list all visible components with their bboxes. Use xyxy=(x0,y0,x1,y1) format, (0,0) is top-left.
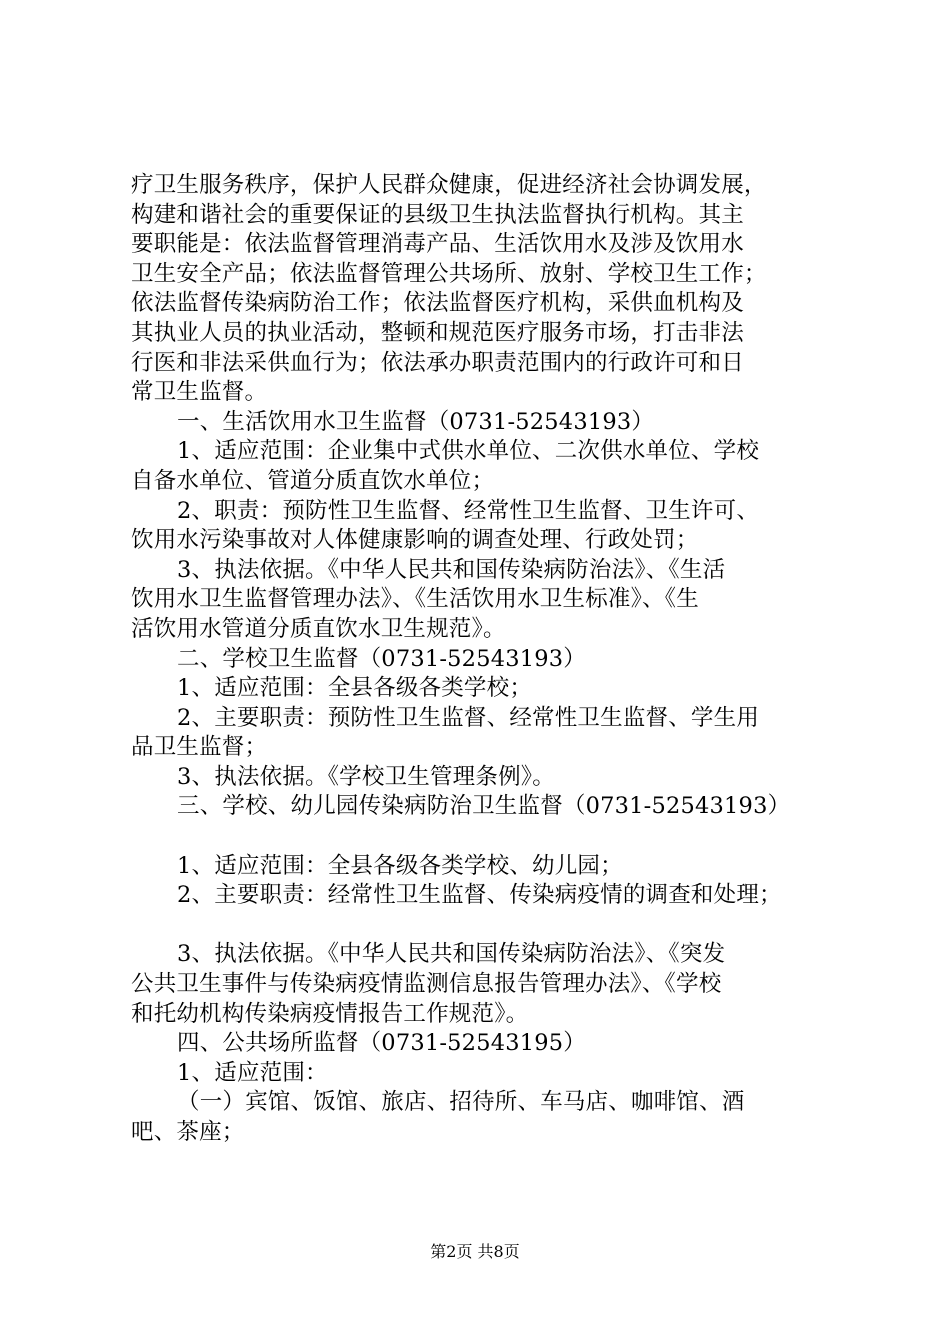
text-line: 公共卫生事件与传染病疫情监测信息报告管理办法》、《学校 xyxy=(131,971,722,998)
text-line: 自备水单位、管道分质直饮水单位； xyxy=(131,467,495,494)
text-line: 3、执法依据。《中华人民共和国传染病防治法》、《突发 xyxy=(177,941,726,968)
text-line: 1、适应范围： xyxy=(177,1059,328,1086)
text-line: 饮用水污染事故对人体健康影响的调查处理、行政处罚； xyxy=(131,527,699,554)
page-footer: 第2页 共8页 xyxy=(430,1242,520,1261)
text-line: 疗卫生服务秩序，保护人民群众健康，促进经济社会协调发展， xyxy=(131,172,767,198)
text-line: 2、职责：预防性卫生监督、经常性卫生监督、卫生许可、 xyxy=(177,497,760,524)
text-line: 要职能是：依法监督管理消毒产品、生活饮用水及涉及饮用水 xyxy=(131,231,744,258)
document-body xyxy=(131,171,831,1148)
text-line: 一、生活饮用水卫生监督（0731-52543193） xyxy=(177,408,655,435)
text-line: 三、学校、幼儿园传染病防治卫生监督（0731-52543193） xyxy=(177,793,791,820)
text-line: 卫生安全产品；依法监督管理公共场所、放射、学校卫生工作； xyxy=(131,260,767,287)
text-line: 1、适应范围：全县各级各类学校； xyxy=(177,675,533,702)
text-line: 1、适应范围：企业集中式供水单位、二次供水单位、学校 xyxy=(177,438,760,465)
text-line: 品卫生监督； xyxy=(131,734,268,761)
text-line: 二、学校卫生监督（0731-52543193） xyxy=(177,645,586,672)
text-line: 吧、茶座； xyxy=(131,1119,245,1145)
text-line: （一）宾馆、饭馆、旅店、招待所、车马店、咖啡馆、酒 xyxy=(177,1089,745,1116)
text-line: 四、公共场所监督（0731-52543195） xyxy=(177,1030,586,1057)
text-line: 活饮用水管道分质直饮水卫生规范》。 xyxy=(131,615,506,642)
text-line: 3、执法依据。《中华人民共和国传染病防治法》、《生活 xyxy=(177,556,726,583)
text-line: 行医和非法采供血行为；依法承办职责范围内的行政许可和日 xyxy=(131,349,744,376)
text-line: 饮用水卫生监督管理办法》、《生活饮用水卫生标准》、《生 xyxy=(131,586,699,613)
text-line: 3、执法依据。《学校卫生管理条例》。 xyxy=(177,763,555,790)
text-line: 其执业人员的执业活动，整顿和规范医疗服务市场，打击非法 xyxy=(131,319,744,346)
text-line: 1、适应范围：全县各级各类学校、幼儿园； xyxy=(177,852,623,879)
text-line: 2、主要职责：经常性卫生监督、传染病疫情的调查和处理； xyxy=(177,882,782,909)
text-line: 2、主要职责：预防性卫生监督、经常性卫生监督、学生用 xyxy=(177,704,760,731)
blank-line xyxy=(131,911,831,941)
text-line: 构建和谐社会的重要保证的县级卫生执法监督执行机构。其主 xyxy=(131,201,744,228)
text-line: 常卫生监督。 xyxy=(131,379,268,406)
text-line: 依法监督传染病防治工作；依法监督医疗机构，采供血机构及 xyxy=(131,290,744,317)
text-line: 和托幼机构传染病疫情报告工作规范》。 xyxy=(131,1000,529,1027)
blank-line xyxy=(131,822,831,852)
